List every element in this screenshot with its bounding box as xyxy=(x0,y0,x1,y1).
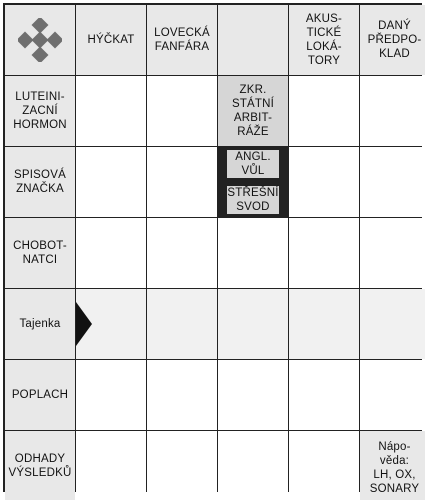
clue-angl-vul-text: ANGL. VŮL xyxy=(235,151,271,178)
answer-cell[interactable] xyxy=(289,431,359,500)
clue-akusticke-lokatory xyxy=(289,5,359,75)
answer-cell[interactable] xyxy=(218,431,288,500)
clue-angl-vul xyxy=(227,150,278,178)
clue-hyckat xyxy=(76,5,146,75)
arrow-right-icon xyxy=(76,302,92,346)
clue-odhady-vysledku xyxy=(5,431,75,500)
hint-cell xyxy=(360,431,425,500)
clue-poplach-text: POPLACH xyxy=(11,389,69,401)
answer-cell[interactable] xyxy=(76,147,146,217)
answer-cell[interactable] xyxy=(147,431,217,500)
clue-odhady-vysledku-text: ODHADY VÝSLEDKŮ xyxy=(8,452,72,479)
clue-stresni-svod xyxy=(227,186,278,214)
clue-spisova-znacka xyxy=(5,147,75,217)
header-blank xyxy=(218,5,288,75)
clue-akusticke-lokatory-text: AKUS- TICKÉ LOKÁ- TORY xyxy=(305,13,343,67)
clue-chobotnatci-text: CHOBOT- NATCI xyxy=(13,240,67,266)
clue-dany-predpoklad xyxy=(360,5,425,75)
clue-statni-arbitraze xyxy=(218,76,288,146)
answer-cell[interactable] xyxy=(147,76,217,146)
answer-cell[interactable] xyxy=(147,147,217,217)
tajenka-cell[interactable] xyxy=(147,289,217,359)
answer-cell[interactable] xyxy=(147,360,217,430)
answer-cell[interactable] xyxy=(147,218,217,288)
clue-spisova-znacka-text: SPISOVÁ ZNAČKA xyxy=(14,169,66,195)
tajenka-label-text: Tajenka xyxy=(19,318,61,330)
hint-text: Nápo- věda: LH, OX, SONARY xyxy=(369,441,420,495)
tajenka-cell[interactable] xyxy=(76,289,146,359)
answer-cell[interactable] xyxy=(289,360,359,430)
answer-cell[interactable] xyxy=(76,76,146,146)
answer-cell[interactable] xyxy=(218,360,288,430)
clue-poplach xyxy=(5,360,75,430)
tajenka-cell[interactable] xyxy=(360,289,425,359)
answer-cell[interactable] xyxy=(289,147,359,217)
diamond-cluster-icon xyxy=(18,18,62,62)
clue-lovecka-fanfara-text: LOVECKÁ FANFÁRA xyxy=(154,27,210,53)
clue-hyckat-text: HÝČKAT xyxy=(87,34,135,46)
clue-statni-arbitraze-text: ZKR. STÁTNÍ ARBIT- RÁŽE xyxy=(231,84,275,138)
crossword-grid xyxy=(3,3,422,495)
clue-chobotnatci xyxy=(5,218,75,288)
split-clue-cell xyxy=(218,147,288,217)
answer-cell[interactable] xyxy=(289,218,359,288)
answer-cell[interactable] xyxy=(360,147,425,217)
clue-luteinizacni-hormon xyxy=(5,76,75,146)
answer-cell[interactable] xyxy=(76,218,146,288)
answer-cell[interactable] xyxy=(360,218,425,288)
clue-lovecka-fanfara xyxy=(147,5,217,75)
tajenka-cell[interactable] xyxy=(289,289,359,359)
tajenka-label xyxy=(5,289,75,359)
answer-cell[interactable] xyxy=(360,360,425,430)
logo-cell xyxy=(5,5,75,75)
answer-cell[interactable] xyxy=(76,360,146,430)
answer-cell[interactable] xyxy=(76,431,146,500)
tajenka-cell[interactable] xyxy=(218,289,288,359)
answer-cell[interactable] xyxy=(218,218,288,288)
clue-luteinizacni-hormon-text: LUTEINI- ZACNÍ HORMON xyxy=(13,91,67,131)
clue-dany-predpoklad-text: DANÝ PŘEDPO- KLAD xyxy=(367,20,422,60)
answer-cell[interactable] xyxy=(289,76,359,146)
answer-cell[interactable] xyxy=(360,76,425,146)
clue-stresni-svod-text: STŘEŠNÍ SVOD xyxy=(227,186,279,213)
